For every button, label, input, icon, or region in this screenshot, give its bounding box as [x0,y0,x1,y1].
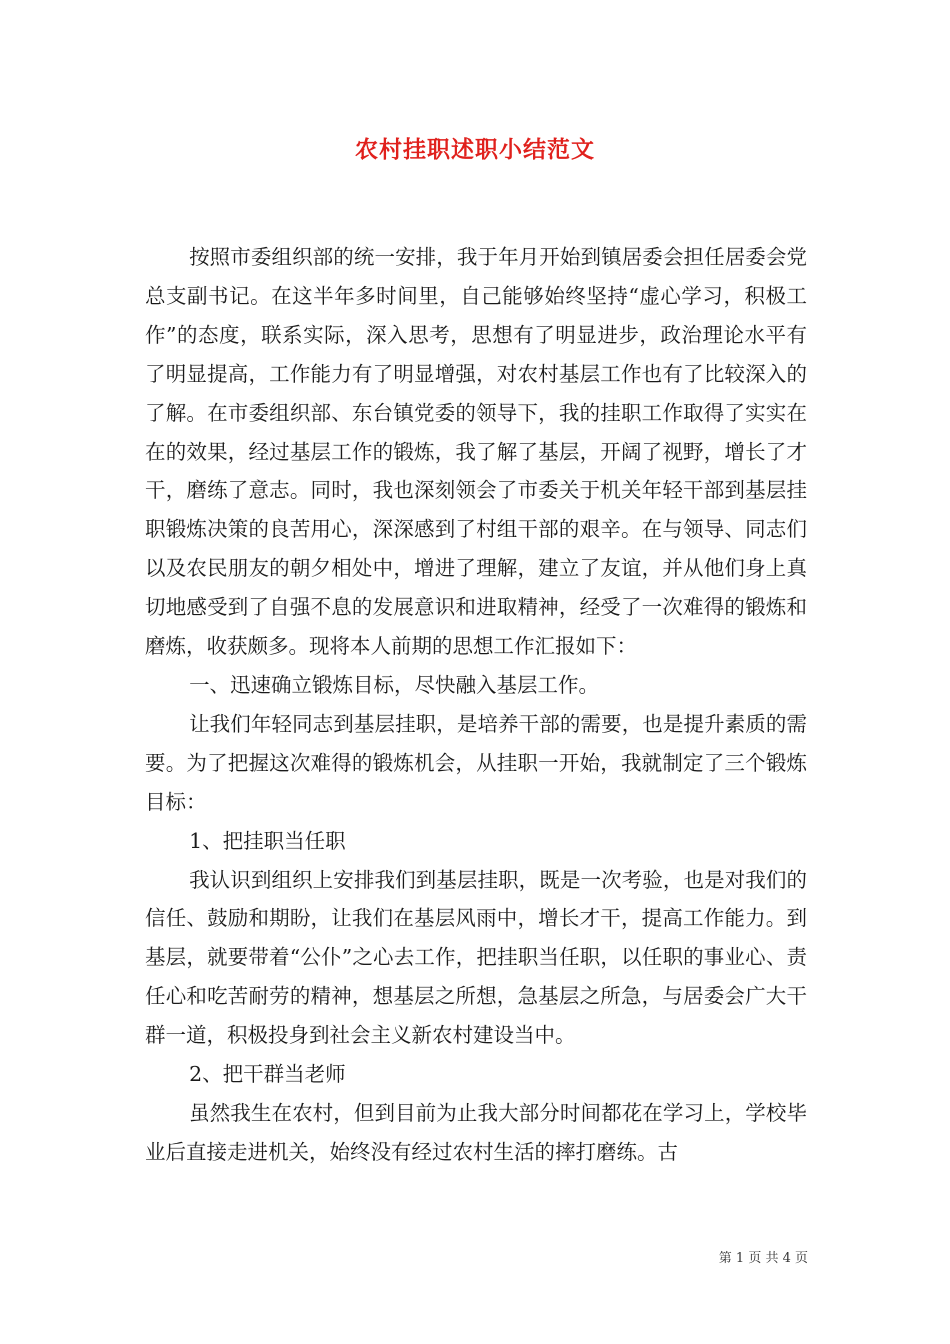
paragraph-subsection-2: 虽然我生在农村，但到目前为止我大部分时间都花在学习上，学校毕业后直接走进机关，始终没有经过农村生活的摔打磨练。古 [145,1100,807,1164]
paragraph-intro: 按照市委组织部的统一安排，我于年月开始到镇居委会担任居委会党总支副书记。在这半年多时间里，自己能够始终坚持“虚心学习，积极工作”的态度，联系实际，深入思考，思想有了明显进步，政治理论水平有了明显提高，工作能力有了明显增强，对农村基层工作也有了比较深入的了解。在市委组织部、东台镇党委的领导下，我的挂职工作取得了实实在在的效果，经过基层工作的锻炼，我了解了基层，开阔了视野，增长了才干，磨练了意志。同时，我也深刻领会了市委关于机关年轻干部到基层挂职锻炼决策的良苦用心，深深感到了村组干部的艰辛。在与领导、同志们以及农民朋友的朝夕相处中，增进了理解，建立了友谊，并从他们身上真切地感受到了自强不息的发展意识和进取精神，经受了一次难得的锻炼和磨炼，收获颇多。现将本人前期的思想工作汇报如下： [145,245,807,659]
section-heading-1: 一、迅速确立锻炼目标，尽快融入基层工作。 [189,672,600,697]
page-number: 第 1 页 共 4 页 [718,1251,808,1266]
document-title: 农村挂职述职小结范文 [355,136,595,163]
paragraph-subsection-1: 我认识到组织上安排我们到基层挂职，既是一次考验，也是对我们的信任、鼓励和期盼，让我们在基层风雨中，增长才干，提高工作能力。到基层，就要带着“公仆”之心去工作，把挂职当任职，以任职的事业心、责任心和吃苦耐劳的精神，想基层之所想，急基层之所急，与居委会广大干群一道，积极投身到社会主义新农村建设当中。 [145,867,807,1048]
paragraph-section-1: 让我们年轻同志到基层挂职，是培养干部的需要，也是提升素质的需要。为了把握这次难得的锻炼机会，从挂职一开始，我就制定了三个锻炼目标： [145,711,807,814]
subheading-2: 2、把干群当老师 [189,1062,346,1087]
document-body [145,238,807,1172]
subheading-1: 1、把挂职当任职 [189,828,346,853]
